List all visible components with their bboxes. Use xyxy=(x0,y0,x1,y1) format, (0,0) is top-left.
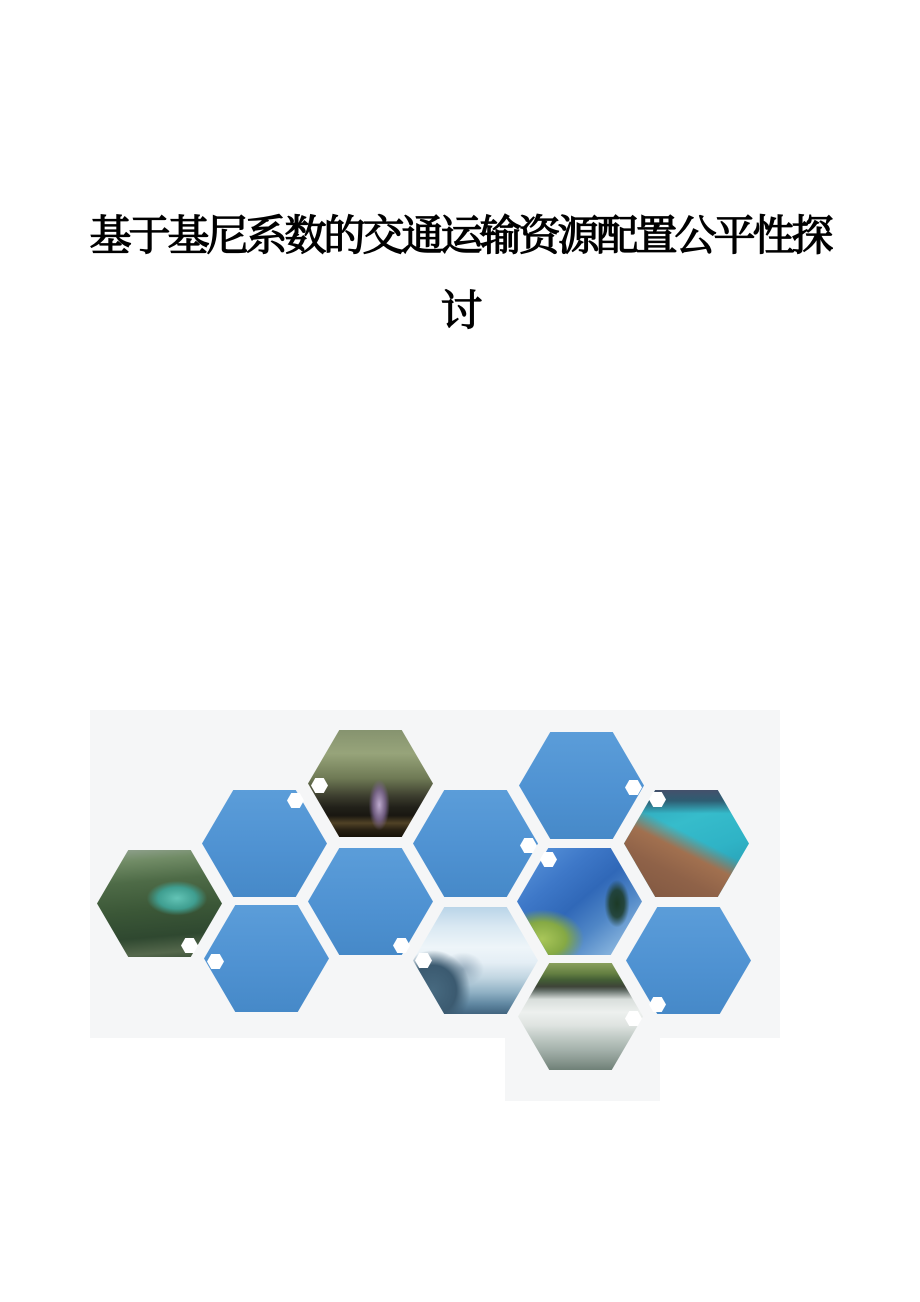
hexagon-photo-forest-river-aerial xyxy=(97,850,222,957)
hexagon-photo-blue-terraced-fields xyxy=(517,848,642,955)
page-title xyxy=(0,200,920,350)
page-title-line2: 讨 xyxy=(440,289,480,335)
hexagon-blue xyxy=(308,848,433,955)
hexagon-blue xyxy=(413,790,538,897)
hexagon-artwork xyxy=(90,710,780,1038)
hexagon-blue xyxy=(204,905,329,1012)
hexagon-blue xyxy=(626,907,751,1014)
hexagon-blue xyxy=(202,790,327,897)
hexagon-photo-turquoise-beach-aerial xyxy=(624,790,749,897)
page-title-line1: 基于基尼系数的交通运输资源配置公平性探 xyxy=(89,214,831,260)
hexagon-blue xyxy=(519,732,644,839)
